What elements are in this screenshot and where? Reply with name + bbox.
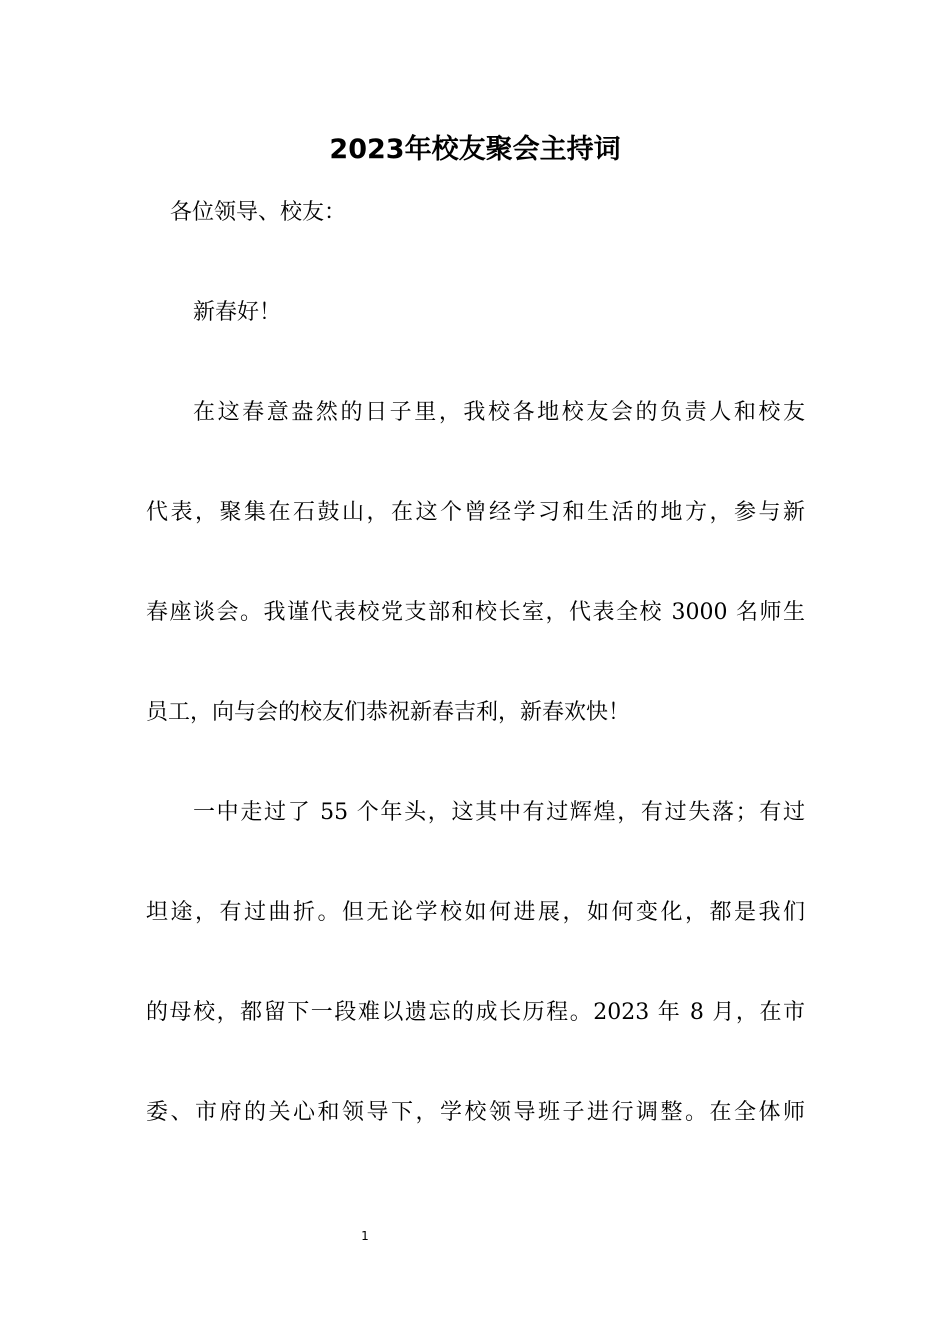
body-line-2: 代表，聚集在石鼓山，在这个曾经学习和生活的地方，参与新 — [146, 500, 805, 525]
body-line-8: 委、市府的关心和领导下，学校领导班子进行调整。在全体师 — [146, 1100, 805, 1125]
body-line-4: 员工，向与会的校友们恭祝新春吉利，新春欢快！ — [146, 700, 631, 725]
body-line-5: 一中走过了 55 个年头，这其中有过辉煌，有过失落；有过 — [193, 800, 805, 825]
body-line-7: 的母校，都留下一段难以遗忘的成长历程。2023 年 8 月，在市 — [146, 1000, 805, 1025]
body-line-6: 坦途，有过曲折。但无论学校如何进展，如何变化，都是我们 — [146, 900, 805, 925]
salutation: 各位领导、校友： — [170, 200, 347, 225]
document-title: 2023年校友聚会主持词 — [329, 134, 621, 165]
body-line-3: 春座谈会。我谨代表校党支部和校长室，代表全校 3000 名师生 — [146, 600, 805, 625]
body-line-1: 在这春意盎然的日子里，我校各地校友会的负责人和校友 — [193, 400, 805, 425]
greeting: 新春好！ — [193, 300, 282, 325]
page-number: 1 — [361, 1229, 369, 1243]
